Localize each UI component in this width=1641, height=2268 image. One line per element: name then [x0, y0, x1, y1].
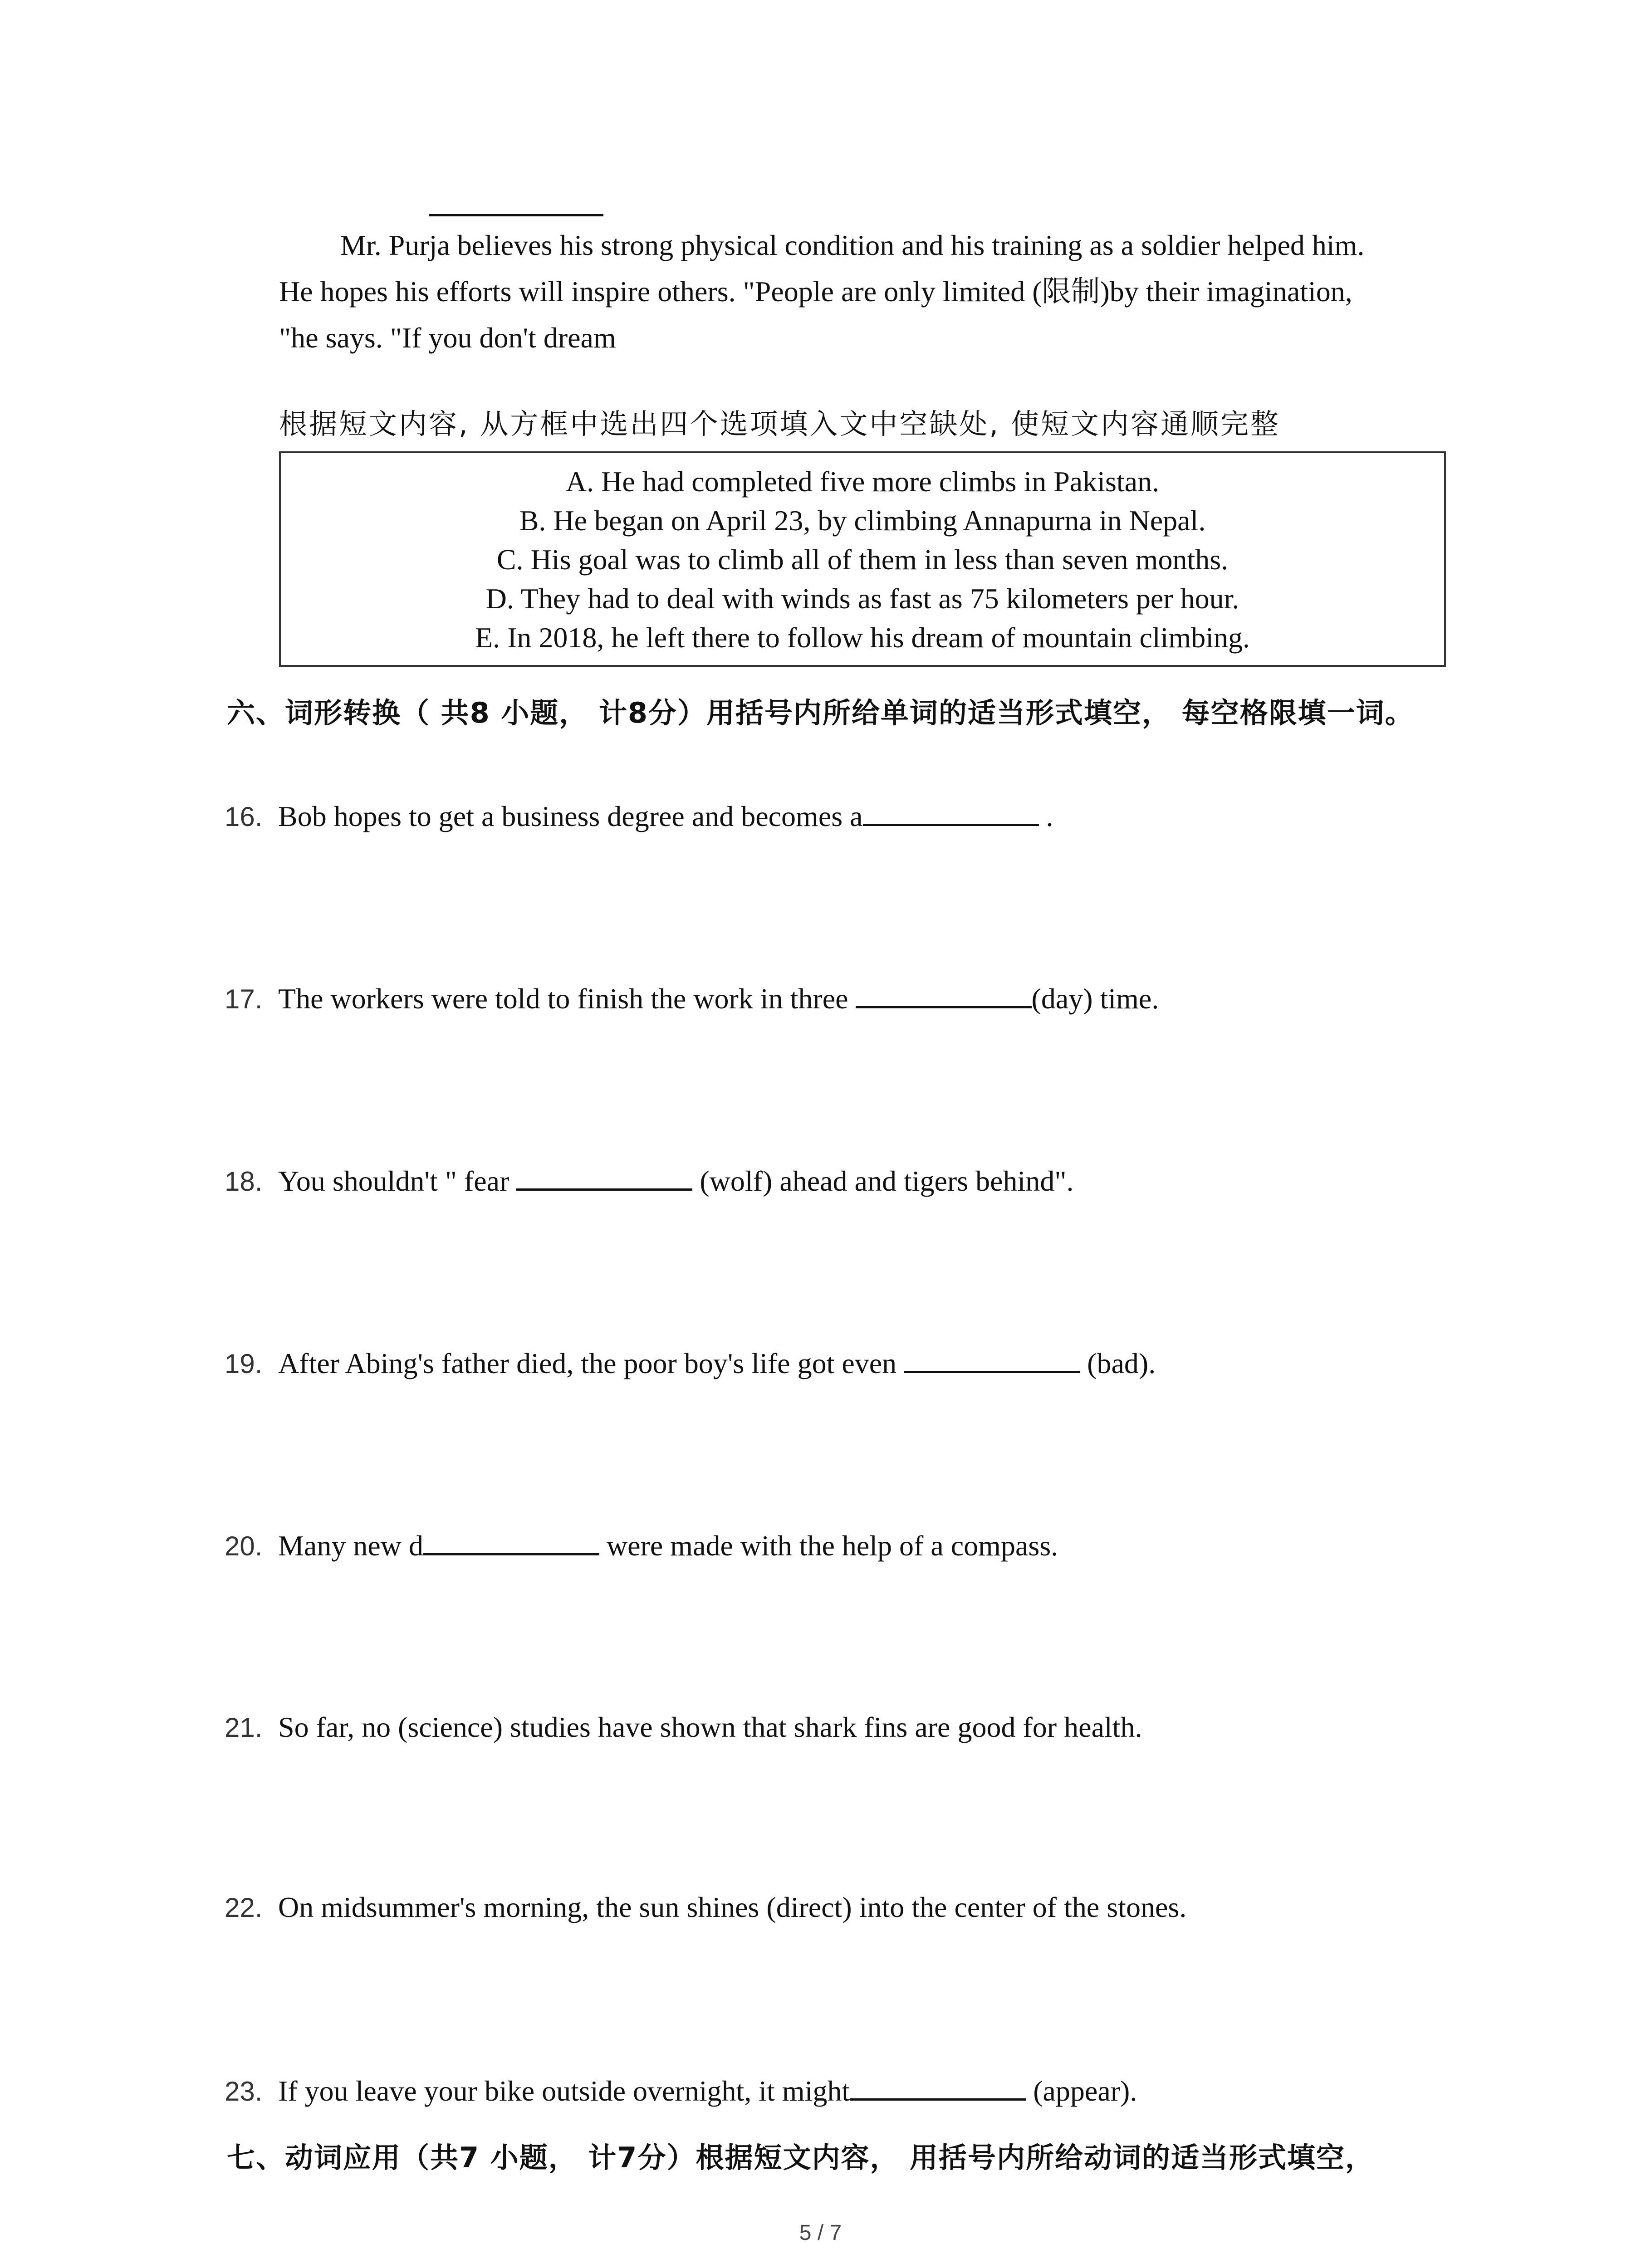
passage-line-1: Mr. Purja believes his strong physical condition and his training as a soldier helped him.	[340, 229, 1365, 261]
question-text: After Abing's father died, the poor boy's life got even	[278, 1347, 904, 1379]
question-number: 16.	[225, 802, 263, 832]
option-d: D. They had to deal with winds as fast as 75 kilometers per hour.	[485, 582, 1239, 615]
question-number: 19.	[225, 1349, 263, 1379]
answer-blank[interactable]	[423, 1527, 599, 1555]
question-number: 21.	[225, 1712, 263, 1743]
question-text-after: (bad).	[1080, 1347, 1156, 1379]
option-b: B. He began on April 23, by climbing Annapurna in Nepal.	[519, 504, 1206, 537]
question-text-after: (appear).	[1026, 2075, 1137, 2107]
question-20	[225, 1527, 1058, 1564]
page-number: 5 / 7	[799, 2221, 842, 2245]
answer-blank-line	[429, 214, 603, 216]
section-6-heading: 六、词形转换（ 共8 小题， 计8分）用括号内所给单词的适当形式填空， 每空格限填一词。	[227, 696, 1414, 729]
section-7-heading: 七、动词应用（共7 小题， 计7分）根据短文内容， 用括号内所给动词的适当形式填空，	[227, 2141, 1375, 2174]
passage-line-2: He hopes his efforts will inspire others. "People are only limited (限制)by their imagination,	[279, 275, 1352, 308]
question-number: 23.	[225, 2076, 263, 2107]
answer-blank[interactable]	[516, 1162, 692, 1191]
option-c: C. His goal was to climb all of them in less than seven months.	[496, 543, 1229, 576]
passage-line-3: "he says. "If you don't dream	[279, 322, 616, 354]
question-text: Many new d	[278, 1530, 423, 1562]
question-text-after: were made with the help of a compass.	[599, 1530, 1058, 1562]
question-19	[225, 1344, 1156, 1382]
question-text: On midsummer's morning, the sun shines (direct) into the center of the stones.	[278, 1891, 1187, 1923]
question-number: 18.	[225, 1166, 263, 1197]
question-number: 17.	[225, 984, 263, 1014]
task-instruction: 根据短文内容, 从方框中选出四个选项填入文中空缺处, 使短文内容通顺完整	[279, 407, 1280, 440]
option-a: A. He had completed five more climbs in Pakistan.	[565, 465, 1160, 498]
question-number: 22.	[225, 1892, 263, 1923]
option-e: E. In 2018, he left there to follow his dream of mountain climbing.	[475, 621, 1250, 654]
answer-blank[interactable]	[904, 1344, 1080, 1373]
answer-blank[interactable]	[863, 797, 1039, 826]
question-number: 20.	[225, 1531, 263, 1561]
question-18	[225, 1162, 1073, 1200]
question-17	[225, 980, 1159, 1017]
reading-passage	[279, 222, 1459, 361]
question-text: You shouldn't " fear	[278, 1165, 517, 1197]
answer-blank[interactable]	[856, 980, 1032, 1008]
question-text-after: (wolf) ahead and tigers behind".	[692, 1165, 1074, 1197]
question-text: So far, no (science) studies have shown that shark fins are good for health.	[278, 1711, 1142, 1743]
question-text: Bob hopes to get a business degree and becomes a	[278, 800, 863, 832]
question-text-after: (day) time.	[1031, 982, 1159, 1015]
answer-blank[interactable]	[850, 2072, 1026, 2101]
question-text-after: .	[1038, 800, 1053, 832]
options-box	[279, 451, 1446, 667]
question-22	[225, 1889, 1186, 1926]
question-16	[225, 797, 1053, 835]
question-21	[225, 1709, 1142, 1746]
passage-paragraph	[279, 222, 1459, 361]
question-23	[225, 2072, 1137, 2110]
question-text: The workers were told to finish the work in three	[278, 982, 856, 1015]
question-text: If you leave your bike outside overnight, it might	[278, 2075, 850, 2107]
